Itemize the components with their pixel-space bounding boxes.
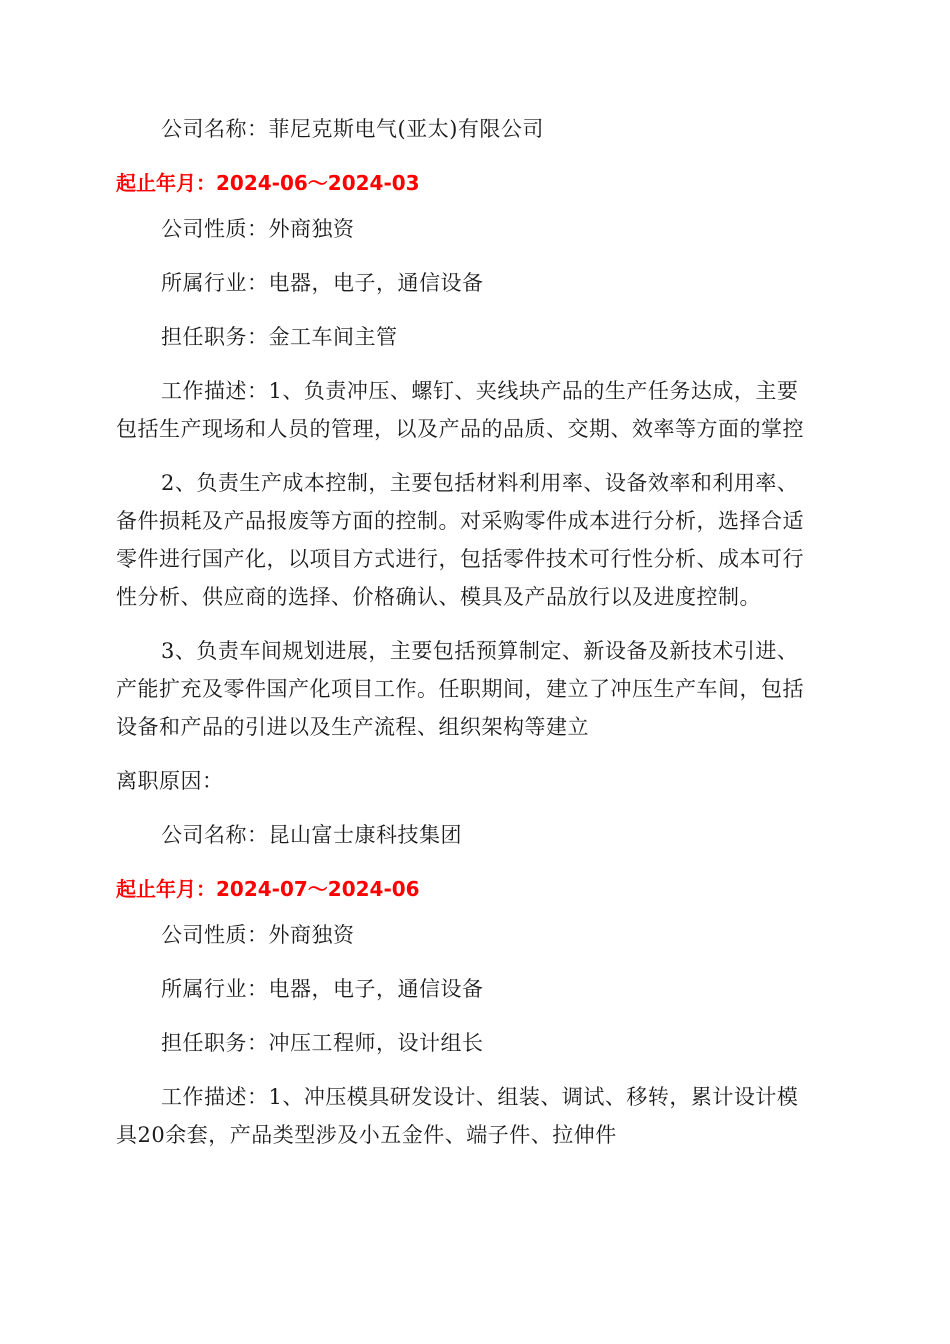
industry-1: 所属行业：电器，电子，通信设备 bbox=[161, 271, 484, 295]
job-description-1-line-1: 工作描述：1、负责冲压、螺钉、夹线块产品的生产任务达成，主要 bbox=[161, 379, 799, 403]
company-name-2: 公司名称：昆山富士康科技集团 bbox=[161, 823, 462, 847]
company-type-1: 公司性质：外商独资 bbox=[161, 217, 355, 241]
job-description-2-line-1: 工作描述：1、冲压模具研发设计、组装、调试、移转，累计设计模 bbox=[161, 1085, 799, 1109]
job-description-1-para2-line-1: 2、负责生产成本控制，主要包括材料利用率、设备效率和利用率、 bbox=[161, 471, 799, 495]
industry-2: 所属行业：电器，电子，通信设备 bbox=[161, 977, 484, 1001]
job-description-1-line-2: 包括生产现场和人员的管理，以及产品的品质、交期、效率等方面的掌控 bbox=[116, 417, 804, 441]
job-description-1-para3-line-3: 设备和产品的引进以及生产流程、组织架构等建立 bbox=[116, 715, 589, 739]
date-range-2: 起止年月：2024-07～2024-06 bbox=[116, 877, 420, 901]
position-1: 担任职务：金工车间主管 bbox=[161, 325, 398, 349]
leave-reason: 离职原因： bbox=[116, 769, 224, 793]
job-description-1-para2-line-4: 性分析、供应商的选择、价格确认、模具及产品放行以及进度控制。 bbox=[116, 585, 761, 609]
job-description-1-para2-line-2: 备件损耗及产品报废等方面的控制。对采购零件成本进行分析，选择合适 bbox=[116, 509, 804, 533]
job-description-1-para3-line-1: 3、负责车间规划进展，主要包括预算制定、新设备及新技术引进、 bbox=[161, 639, 799, 663]
company-name-1: 公司名称：菲尼克斯电气(亚太)有限公司 bbox=[161, 117, 544, 141]
position-2: 担任职务：冲压工程师，设计组长 bbox=[161, 1031, 484, 1055]
job-description-2-line-2: 具20余套，产品类型涉及小五金件、端子件、拉伸件 bbox=[116, 1123, 617, 1147]
company-type-2: 公司性质：外商独资 bbox=[161, 923, 355, 947]
date-range-1: 起止年月：2024-06～2024-03 bbox=[116, 171, 420, 195]
job-description-1-para3-line-2: 产能扩充及零件国产化项目工作。任职期间，建立了冲压生产车间，包括 bbox=[116, 677, 804, 701]
job-description-1-para2-line-3: 零件进行国产化，以项目方式进行，包括零件技术可行性分析、成本可行 bbox=[116, 547, 804, 571]
